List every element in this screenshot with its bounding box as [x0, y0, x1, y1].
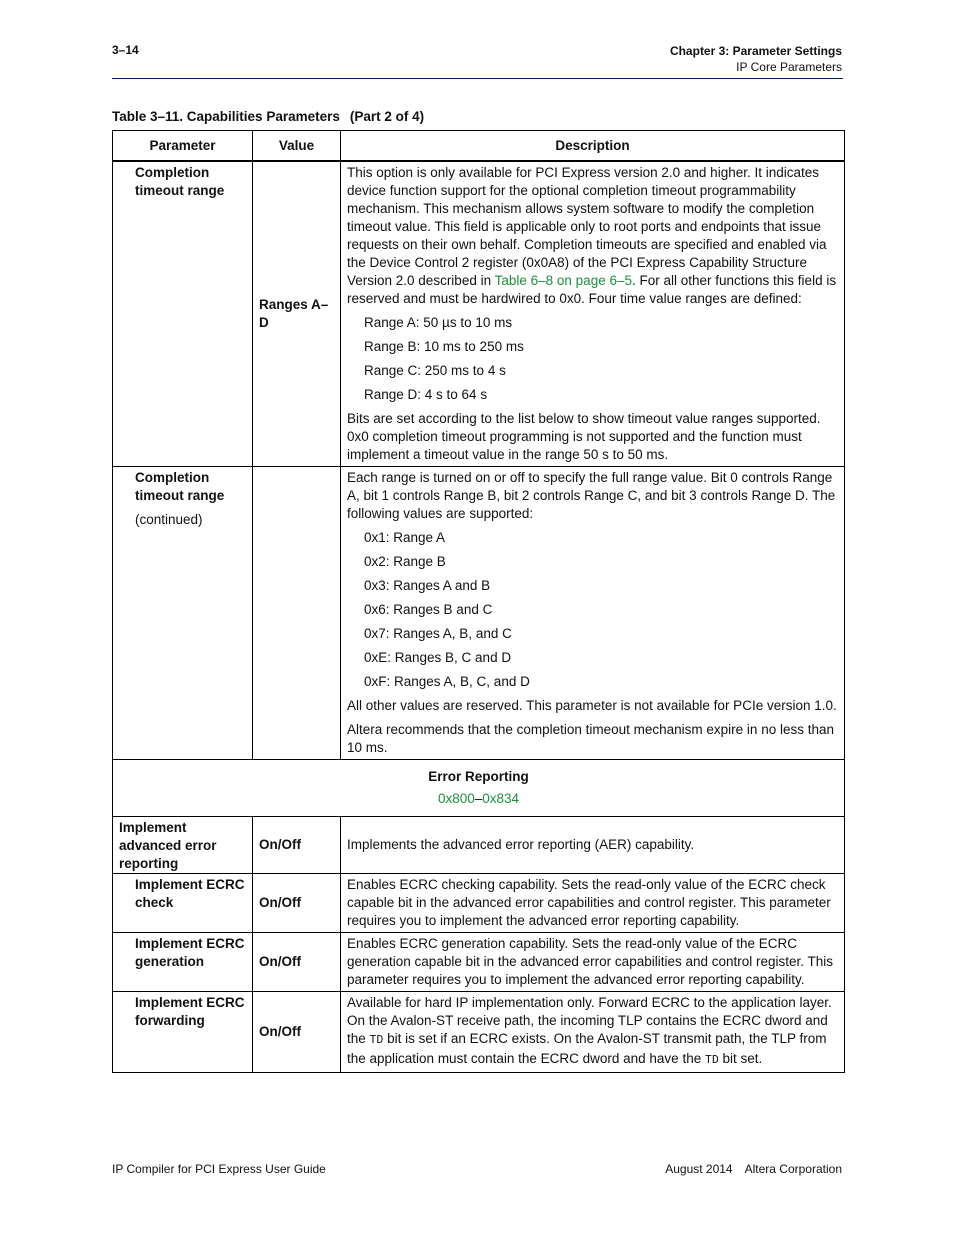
section-title: IP Core Parameters — [736, 60, 842, 74]
section-error-reporting — [113, 760, 845, 817]
column-header-parameter: Parameter — [113, 131, 253, 162]
table-part: (Part 2 of 4) — [349, 109, 425, 124]
description-completion-timeout — [341, 161, 845, 467]
header-rule — [112, 78, 843, 79]
param-ecrc-check: Implement ECRC check — [113, 874, 253, 933]
param-completion-timeout-continued — [113, 467, 253, 760]
desc-text: Available for hard IP implementation only. Forward ECRC to the application layer. On the Avalon-ST receive path, the incoming TLP contains the ECRC dword and the — [347, 995, 832, 1046]
value-ecrc-generation: On/Off — [253, 933, 341, 992]
range-separator: – — [474, 791, 483, 806]
column-header-value: Value — [253, 131, 341, 162]
desc-text: This option is only available for PCI Express version 2.0 and higher. It indicates device function support for the optional completion timeout programmability mechanism. This mechanism allows system software to modify the completion timeout value. This field is applicable only to root ports and endpoints that issue requests on their own behalf. Completion timeouts are specified and enabled via the Device Control 2 register (0x0A8) of the PCI Express Capability Structure Version 2.0 described in — [347, 165, 827, 288]
table-header-row — [113, 131, 845, 162]
capabilities-table — [112, 130, 845, 1073]
link-0x834[interactable]: 0x834 — [482, 791, 520, 806]
list-item: Range D: 4 s to 64 s — [364, 387, 488, 402]
list-item: 0x1: Range A — [364, 530, 446, 545]
value-ecrc-check: On/Off — [253, 874, 341, 933]
value-completion-timeout: Ranges A–D — [253, 161, 341, 467]
value-completion-timeout-continued — [253, 467, 341, 760]
param-completion-timeout: Completion timeout range — [113, 161, 253, 467]
list-item: Range C: 250 ms to 4 s — [364, 363, 506, 378]
value-advanced-error-reporting: On/Off — [253, 817, 341, 874]
desc-text: bit set. — [718, 1051, 763, 1066]
column-header-description: Description — [341, 131, 845, 162]
link-0x800[interactable]: 0x800 — [437, 791, 475, 806]
description-ecrc-generation: Enables ECRC generation capability. Sets the read-only value of the ECRC generation capable bit in the advanced error capabilities and control register. This parameter requires you to implement the advanced error reporting capability. — [341, 933, 845, 992]
table-row — [113, 817, 845, 874]
list-item: 0x6: Ranges B and C — [364, 602, 493, 617]
section-title: Error Reporting — [428, 769, 529, 784]
desc-paragraph: Bits are set according to the list below to show timeout value ranges supported. 0x0 completion timeout programming is not supported and the function must implement a timeout value in the range 50 s to 50 ms. — [347, 411, 821, 462]
section-row-error-reporting — [113, 760, 845, 817]
desc-paragraph: Each range is turned on or off to specify the full range value. Bit 0 controls Range A, bit 1 controls Range B, bit 2 controls Range C, and bit 3 controls Range D. The following values are supported: — [347, 470, 836, 521]
code-td: TD — [704, 1054, 719, 1067]
link-table-6-8[interactable]: Table 6–8 on page 6–5 — [494, 273, 632, 288]
description-advanced-error-reporting: Implements the advanced error reporting (AER) capability. — [341, 817, 845, 874]
desc-paragraph: Altera recommends that the completion timeout mechanism expire in no less than 10 ms. — [347, 722, 834, 755]
register-range — [113, 788, 844, 810]
table-row — [113, 161, 845, 467]
footer-right — [665, 1162, 842, 1176]
chapter-title: Chapter 3: Parameter Settings — [669, 44, 842, 58]
table-row — [113, 467, 845, 760]
description-ecrc-check: Enables ECRC checking capability. Sets the read-only value of the ECRC check capable bit in the advanced error capabilities and control register. This parameter requires you to implement the advanced error reporting capability. — [341, 874, 845, 933]
value-ecrc-forwarding: On/Off — [253, 992, 341, 1073]
page-number: 3–14 — [112, 43, 139, 57]
table-row — [113, 933, 845, 992]
list-item: Range B: 10 ms to 250 ms — [364, 339, 524, 354]
list-item: 0x7: Ranges A, B, and C — [364, 626, 512, 641]
running-header — [670, 43, 842, 75]
description-completion-timeout-continued — [341, 467, 845, 760]
footer-guide-title: IP Compiler for PCI Express User Guide — [112, 1162, 326, 1176]
param-advanced-error-reporting: Implement advanced error reporting — [113, 817, 253, 874]
table-row — [113, 992, 845, 1073]
list-item: Range A: 50 µs to 10 ms — [364, 315, 513, 330]
table-row — [113, 874, 845, 933]
continued-note: (continued) — [135, 512, 203, 527]
list-item: 0xF: Ranges A, B, C, and D — [364, 674, 530, 689]
table-caption — [112, 109, 424, 124]
description-ecrc-forwarding — [341, 992, 845, 1073]
code-td: TD — [369, 1034, 384, 1047]
param-ecrc-generation: Implement ECRC generation — [113, 933, 253, 992]
table-title: Table 3–11. Capabilities Parameters — [112, 109, 340, 124]
footer-company: Altera Corporation — [744, 1162, 842, 1176]
list-item: 0x2: Range B — [364, 554, 446, 569]
param-name: Completion timeout range — [135, 470, 225, 503]
param-ecrc-forwarding: Implement ECRC forwarding — [113, 992, 253, 1073]
desc-paragraph: All other values are reserved. This parameter is not available for PCIe version 1.0. — [347, 698, 837, 713]
footer-date: August 2014 — [665, 1162, 733, 1176]
desc-text: . For all other functions this field is reserved and must be hardwired to 0x0. Four time value ranges are defined: — [347, 273, 837, 306]
list-item: 0x3: Ranges A and B — [364, 578, 491, 593]
desc-text: bit is set if an ECRC exists. On the Avalon-ST transmit path, the TLP from the application must contain the ECRC dword and have the — [347, 1031, 827, 1066]
list-item: 0xE: Ranges B, C and D — [364, 650, 512, 665]
desc-paragraph — [347, 164, 838, 308]
